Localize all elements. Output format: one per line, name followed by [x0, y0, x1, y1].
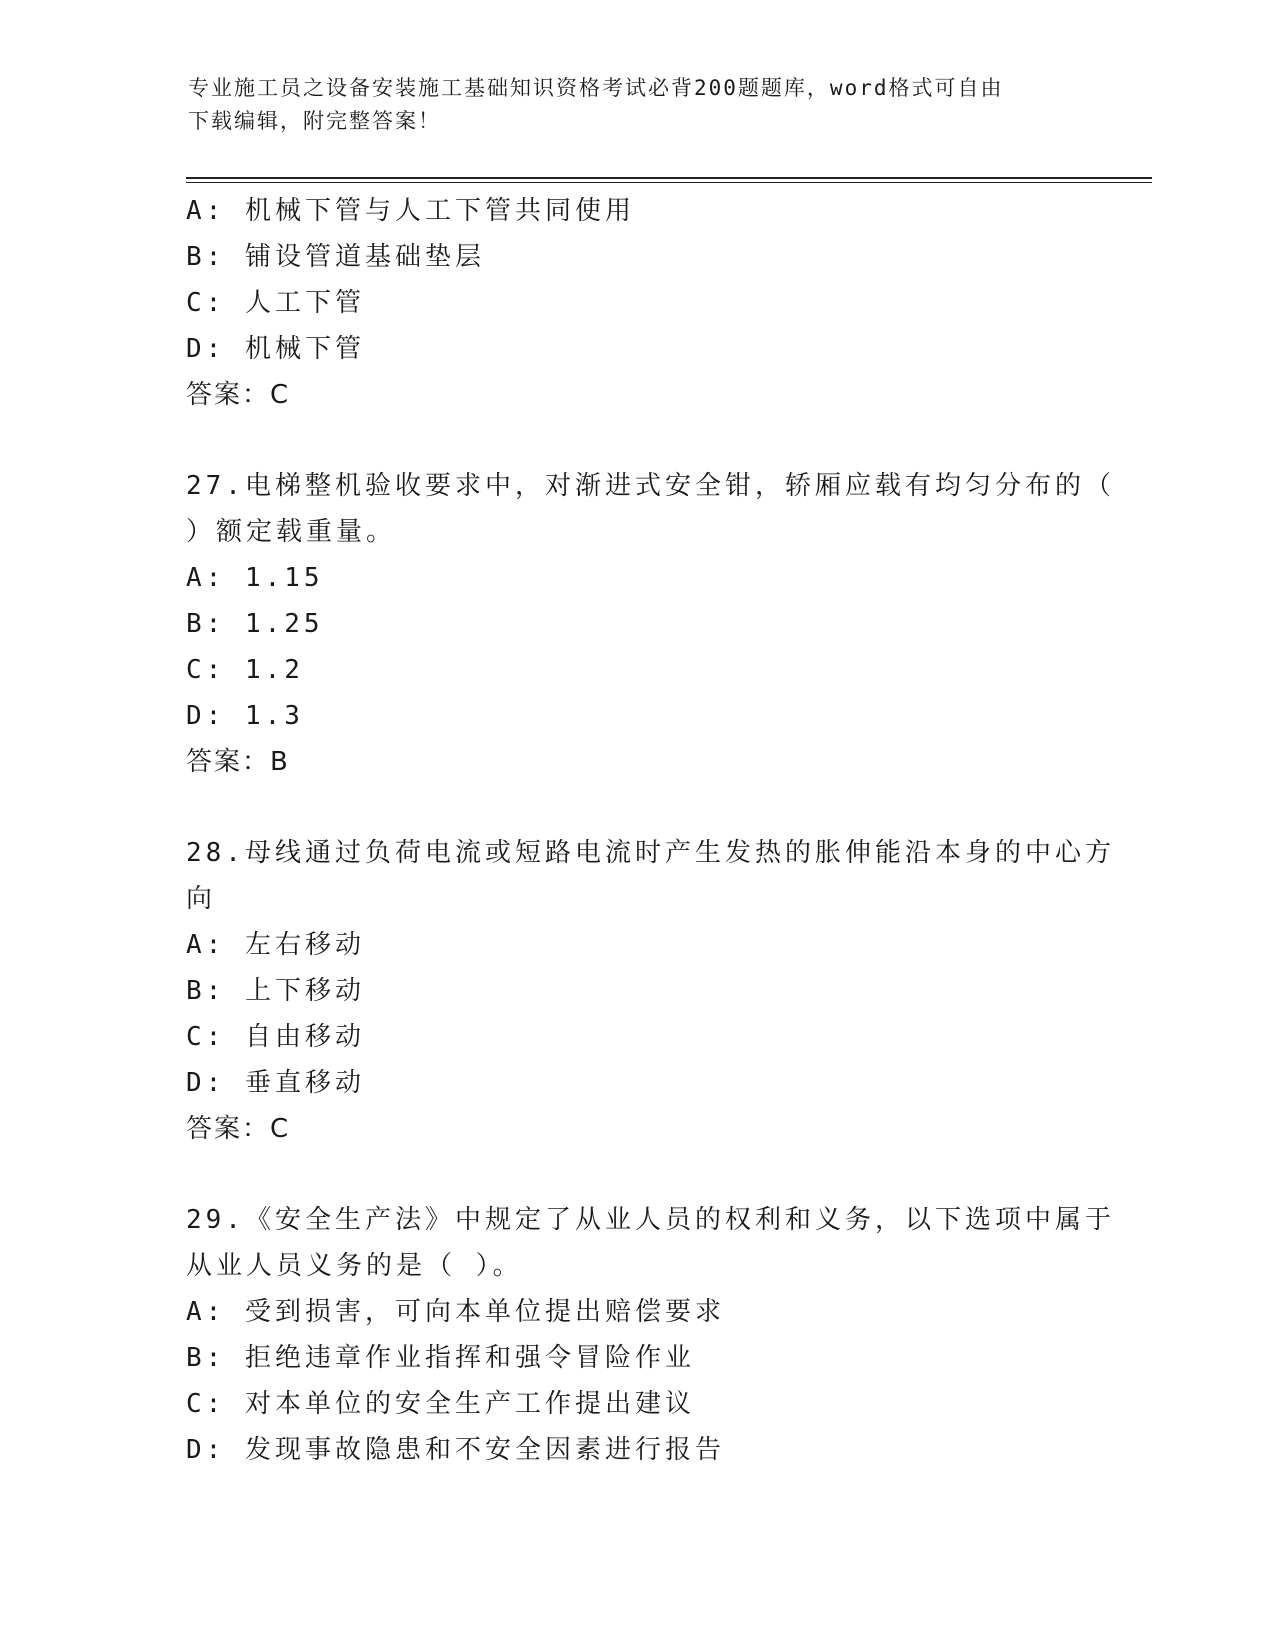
option-c: C: 人工下管: [186, 288, 365, 318]
document-header: [188, 72, 1068, 138]
question-stem-line-1: 27.电梯整机验收要求中，对渐进式安全钳，轿厢应载有均匀分布的（: [186, 471, 1115, 501]
option-d: D: 垂直移动: [186, 1068, 365, 1098]
option-c: C: 1.2: [186, 655, 304, 685]
option-d: D: 1.3: [186, 701, 304, 731]
option-b: B: 拒绝违章作业指挥和强令冒险作业: [186, 1343, 695, 1373]
question-26: [186, 188, 1086, 418]
answer: 答案：B: [186, 747, 290, 777]
option-d: D: 机械下管: [186, 334, 365, 364]
option-b: B: 1.25: [186, 609, 324, 639]
question-stem-line-2: ）额定载重量。: [186, 517, 397, 547]
option-c: C: 对本单位的安全生产工作提出建议: [186, 1389, 695, 1419]
option-b: B: 上下移动: [186, 976, 365, 1006]
header-line-2: 下载编辑，附完整答案！: [188, 109, 441, 133]
question-28: [186, 830, 1115, 1152]
option-a: A: 机械下管与人工下管共同使用: [186, 196, 635, 226]
question-stem-line-1: 28.母线通过负荷电流或短路电流时产生发热的胀伸能沿本身的中心方: [186, 838, 1115, 868]
header-divider-thin: [186, 182, 1152, 183]
question-29: [186, 1197, 1115, 1473]
option-a: A: 左右移动: [186, 930, 365, 960]
option-b: B: 铺设管道基础垫层: [186, 242, 485, 272]
answer: 答案：C: [186, 1114, 291, 1144]
question-27: [186, 463, 1115, 785]
question-list: [186, 188, 1115, 1473]
header-line-1: 专业施工员之设备安装施工基础知识资格考试必背200题题库，word格式可自由: [188, 76, 1004, 100]
question-stem-line-2: 从业人员义务的是（ ）。: [186, 1251, 523, 1281]
option-c: C: 自由移动: [186, 1022, 365, 1052]
header-divider-thick: [186, 177, 1152, 179]
option-a: A: 受到损害，可向本单位提出赔偿要求: [186, 1297, 725, 1327]
option-d: D: 发现事故隐患和不安全因素进行报告: [186, 1435, 725, 1465]
question-stem-line-1: 29.《安全生产法》中规定了从业人员的权利和义务，以下选项中属于: [186, 1205, 1115, 1235]
question-stem-line-2: 向: [186, 884, 217, 914]
option-a: A: 1.15: [186, 563, 324, 593]
answer: 答案：C: [186, 380, 291, 410]
